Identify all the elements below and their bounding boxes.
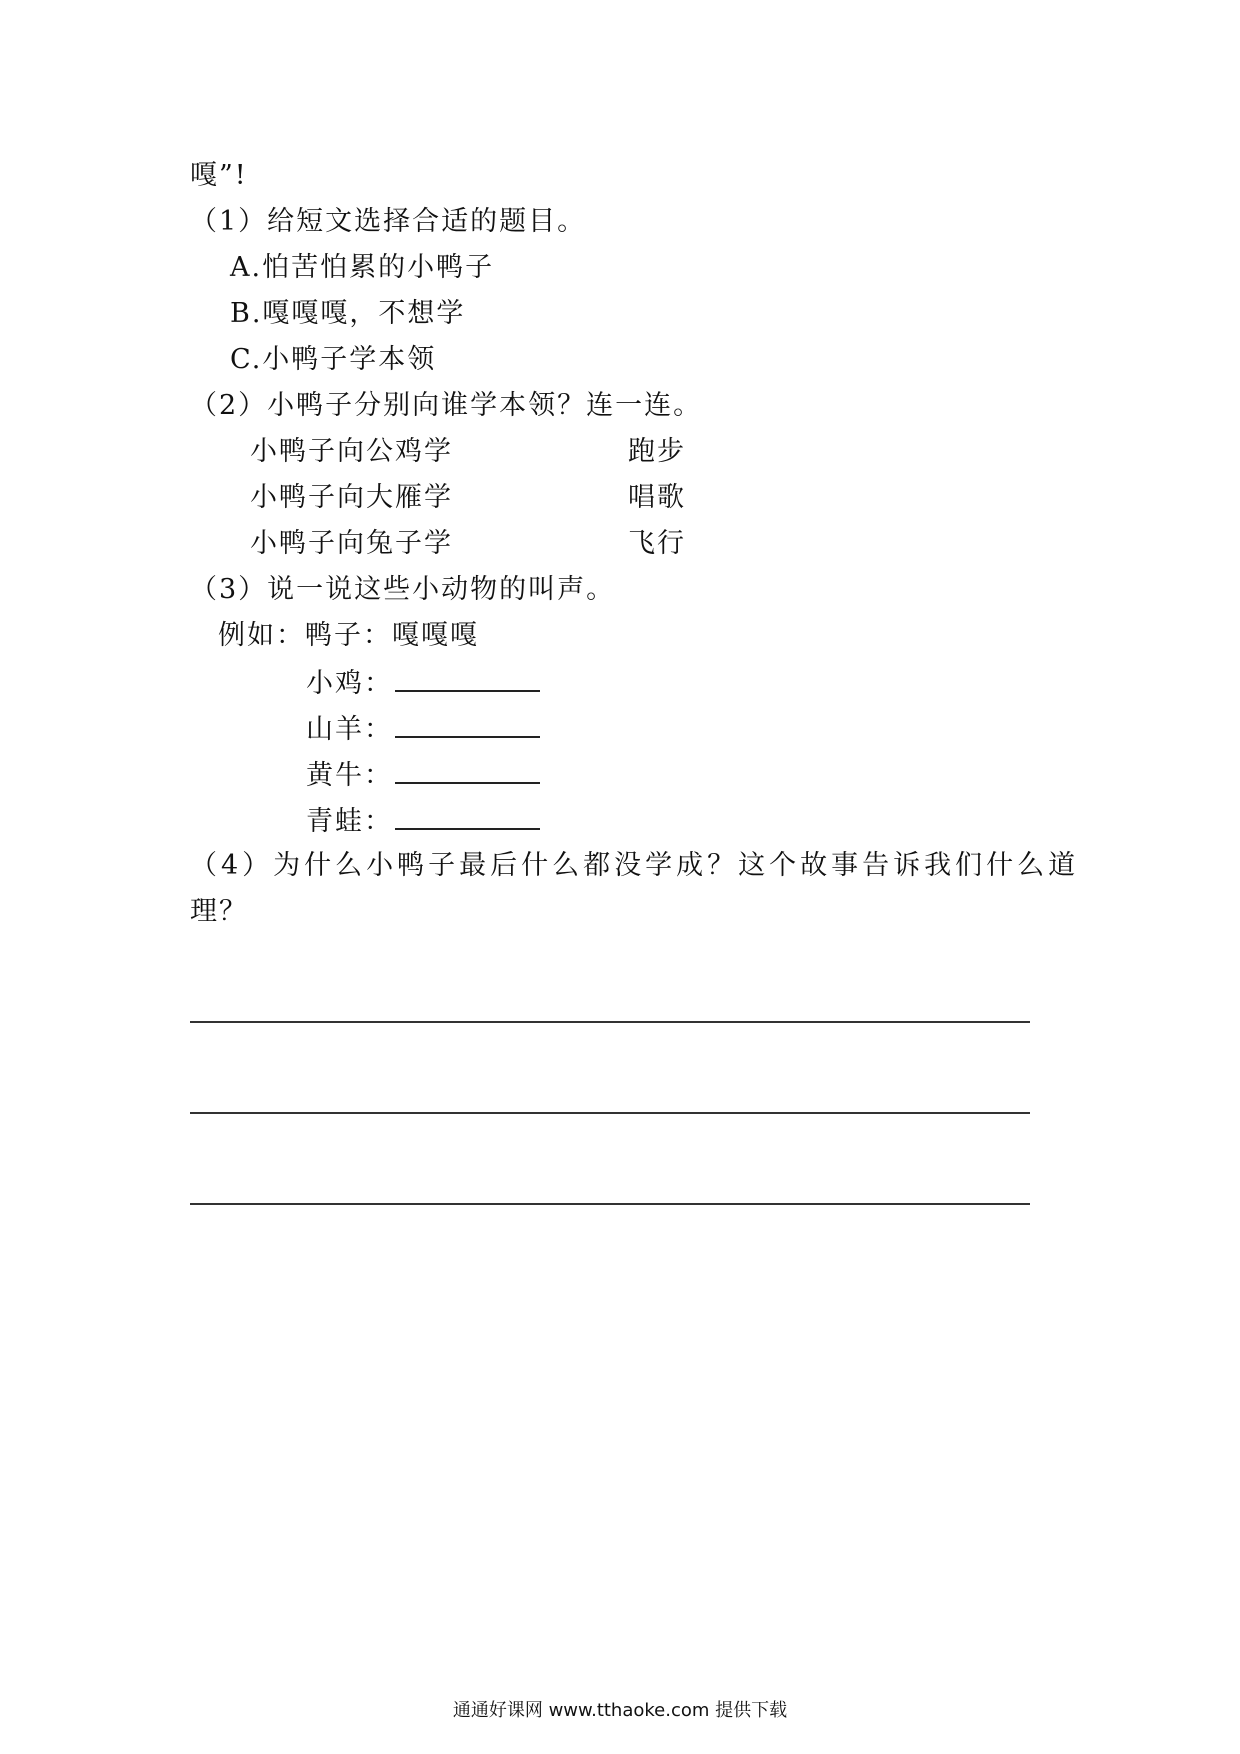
question-4-prompt: （4）为什么小鸭子最后什么都没学成？这个故事告诉我们什么道 [190,850,1080,881]
match-right-item: 跑步 [628,436,686,467]
animal-label: 山羊： [306,714,393,745]
page-footer: 通通好课网 www.tthaoke.com 提供下载 [452,1700,788,1721]
match-left-item: 小鸭子向公鸡学 [250,436,453,467]
option-b: B.嘎嘎嘎，不想学 [230,298,466,329]
sound-row [306,664,540,702]
sound-answer-blank[interactable] [395,710,540,738]
question-1-prompt: （1）给短文选择合适的题目。 [190,206,587,237]
sound-example: 例如：鸭子：嘎嘎嘎 [218,620,479,651]
match-right-item: 飞行 [628,528,686,559]
answer-line[interactable] [190,1203,1030,1205]
option-c: C.小鸭子学本领 [230,344,437,375]
question-2-prompt: （2）小鸭子分别向谁学本领？连一连。 [190,390,703,421]
question-4-prompt-continued: 理？ [190,896,248,927]
answer-line[interactable] [190,1021,1030,1023]
sound-answer-blank[interactable] [395,756,540,784]
sound-row [306,710,540,748]
sound-row [306,802,540,840]
sound-row [306,756,540,794]
sound-answer-blank[interactable] [395,664,540,692]
animal-label: 黄牛： [306,760,393,791]
sound-answer-blank[interactable] [395,802,540,830]
answer-line[interactable] [190,1112,1030,1114]
match-left-item: 小鸭子向大雁学 [250,482,453,513]
match-right-item: 唱歌 [628,482,686,513]
question-3-prompt: （3）说一说这些小动物的叫声。 [190,574,616,605]
animal-label: 小鸡： [306,668,393,699]
passage-ending: 嘎”! [190,160,248,191]
match-left-item: 小鸭子向兔子学 [250,528,453,559]
option-a: A.怕苦怕累的小鸭子 [230,252,495,283]
animal-label: 青蛙： [306,806,393,837]
